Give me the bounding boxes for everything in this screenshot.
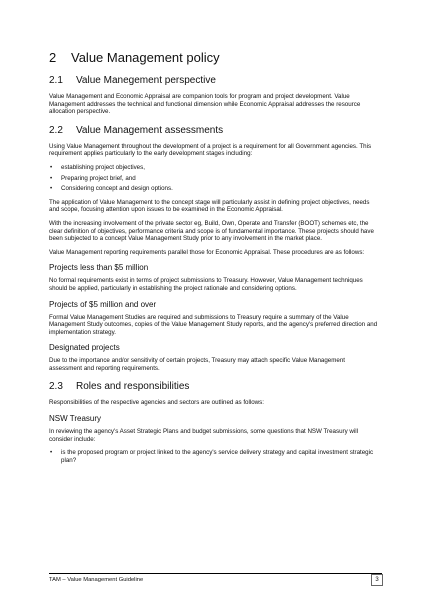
section-2-heading [49,50,379,65]
projects-over-heading: Projects of $5 million and over [49,299,157,309]
section-2-3-paragraph: Responsibilities of the respective agencies and sectors are outlined as follows: [49,399,264,407]
section-2-1-number: 2.1 [49,75,63,86]
section-2-2-intro: Using Value Management throughout the development of a project is a requirement for all Government agencies. This requirement applies particularly to the early development stages including: [49,142,372,158]
list-item: • Preparing project brief, and [61,175,379,183]
section-2-1-paragraph: Value Management and Economic Appraisal are companion tools for program and project development. Value Management addresses the technical and functional dimension while Economic Appraisal addresses the resource allocation perspective. [49,93,361,116]
section-2-3-heading [49,381,379,392]
list-item: • is the proposed program or project linked to the agency's service delivery strategy and capital investment strategic plan? [61,449,379,464]
page-number: 3 [371,574,383,586]
footer-rule [49,573,382,574]
page-content [49,50,379,470]
section-2-2-heading [49,125,379,136]
designated-projects-paragraph: Due to the importance and/or sensitivity of certain projects, Treasury may attach specific Value Management assessment and reporting requirements. [49,357,345,372]
treasury-questions-list [49,449,379,464]
projects-over-paragraph: Formal Value Management Studies are required and submissions to Treasury require a summary of the Value Management Study outcomes, copies of the Value Management Study reports, and the agency's preferred direction and implementation strategy. [49,313,378,336]
list-item: • establishing project objectives, [61,164,379,172]
private-sector-paragraph: With the increasing involvement of the private sector eg, Build, Own, Operate and Transfer (BOOT) schemes etc, the clear definition of objectives, performance criteria and scope is of fundamental importance. These projects should have been subjected to a concept Value Management Study prior to any involvement in the market place. [49,219,374,243]
nsw-treasury-paragraph: In reviewing the agency's Asset Strategic Plans and budget submissions, some questions that NSW Treasury will consider include: [49,428,358,443]
list-item: • Considering concept and design options. [61,185,379,193]
concept-stage-paragraph: The application of Value Management to the concept stage will particularly assist in defining project objectives, needs and scope, focusing attention upon issues to be examined in the Economic Appraisal. [49,198,370,214]
section-2-1-title: Value Manegement perspective [76,75,216,86]
nsw-treasury-heading: NSW Treasury [49,414,102,424]
section-2-title: Value Management policy [71,50,220,65]
section-2-number: 2 [49,50,57,65]
projects-less-paragraph: No formal requirements exist in terms of project submissions to Treasury. However, Value Management techniques should be applied, particularly in establishing the project rationale and considering options. [49,277,363,292]
reporting-paragraph: Value Management reporting requirements parallel those for Economic Appraisal. These procedures are as follows: [49,248,365,256]
section-2-3-number: 2.3 [49,381,63,393]
early-stages-list [49,164,379,193]
designated-projects-heading: Designated projects [49,343,120,353]
footer-text: TAM – Value Management Guideline [49,577,144,583]
section-2-2-number: 2.2 [49,124,63,136]
section-2-2-title: Value Management assessments [76,124,224,136]
section-2-3-title: Roles and responsibilities [76,381,190,393]
section-2-1-heading [49,75,379,86]
projects-less-heading: Projects less than $5 million [49,263,149,273]
